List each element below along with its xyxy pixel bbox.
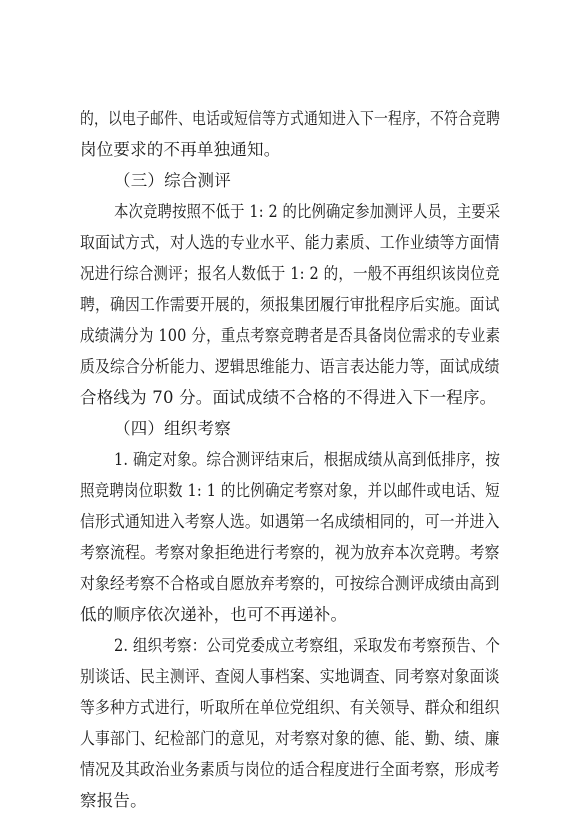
paragraph-line: 别谈话、民主测评、查阅人事档案、实地调查、同考察对象面谈 — [80, 667, 500, 686]
paragraph-line: 聘，确因工作需要开展的，须报集团履行审批程序后实施。面试 — [80, 295, 500, 314]
paragraph-line: 人事部门、纪检部门的意见，对考察对象的德、能、勤、绩、廉 — [80, 729, 500, 748]
paragraph-line: 的，以电子邮件、电话或短信等方式通知进入下一程序，不符合竞聘 — [80, 109, 500, 128]
paragraph-line: 低的顺序依次递补，也可不再递补。 — [80, 605, 348, 624]
paragraph-line: 考察流程。考察对象拒绝进行考察的，视为放弃本次竞聘。考察 — [80, 543, 500, 562]
paragraph-line: 情况及其政治业务素质与岗位的适合程度进行全面考察，形成考 — [80, 760, 500, 779]
paragraph-line: 1. 确定对象。综合测评结束后，根据成绩从高到低排序，按 — [114, 450, 501, 469]
section-heading: （四）组织考察 — [114, 419, 231, 438]
paragraph-line: 本次竞聘按照不低于 1: 2 的比例确定参加测评人员，主要采 — [114, 202, 501, 221]
section-heading: （三）综合测评 — [114, 171, 231, 190]
paragraph-line: 对象经考察不合格或自愿放弃考察的，可按综合测评成绩由高到 — [80, 574, 500, 593]
paragraph-line: 成绩满分为 100 分，重点考察竞聘者是否具备岗位需求的专业素 — [80, 326, 501, 345]
paragraph-line: 况进行综合测评；报名人数低于 1: 2 的，一般不再组织该岗位竞 — [80, 264, 500, 283]
paragraph-line: 质及综合分析能力、逻辑思维能力、语言表达能力等，面试成绩 — [80, 357, 500, 376]
paragraph-line: 等多种方式进行，听取所在单位党组织、有关领导、群众和组织 — [80, 698, 500, 717]
paragraph-line: 取面试方式，对人选的专业水平、能力素质、工作业绩等方面情 — [80, 233, 500, 252]
paragraph-line: 信形式通知进入考察人选。如遇第一名成绩相同的，可一并进入 — [80, 512, 500, 531]
paragraph-line: 合格线为 70 分。面试成绩不合格的不得进入下一程序。 — [80, 388, 497, 407]
paragraph-line: 察报告。 — [80, 791, 147, 810]
paragraph-line: 岗位要求的不再单独通知。 — [80, 140, 281, 159]
paragraph-line: 照竞聘岗位职数 1: 1 的比例确定考察对象，并以邮件或电话、短 — [80, 481, 500, 500]
paragraph-line: 2. 组织考察：公司党委成立考察组，采取发布考察预告、个 — [114, 636, 501, 655]
